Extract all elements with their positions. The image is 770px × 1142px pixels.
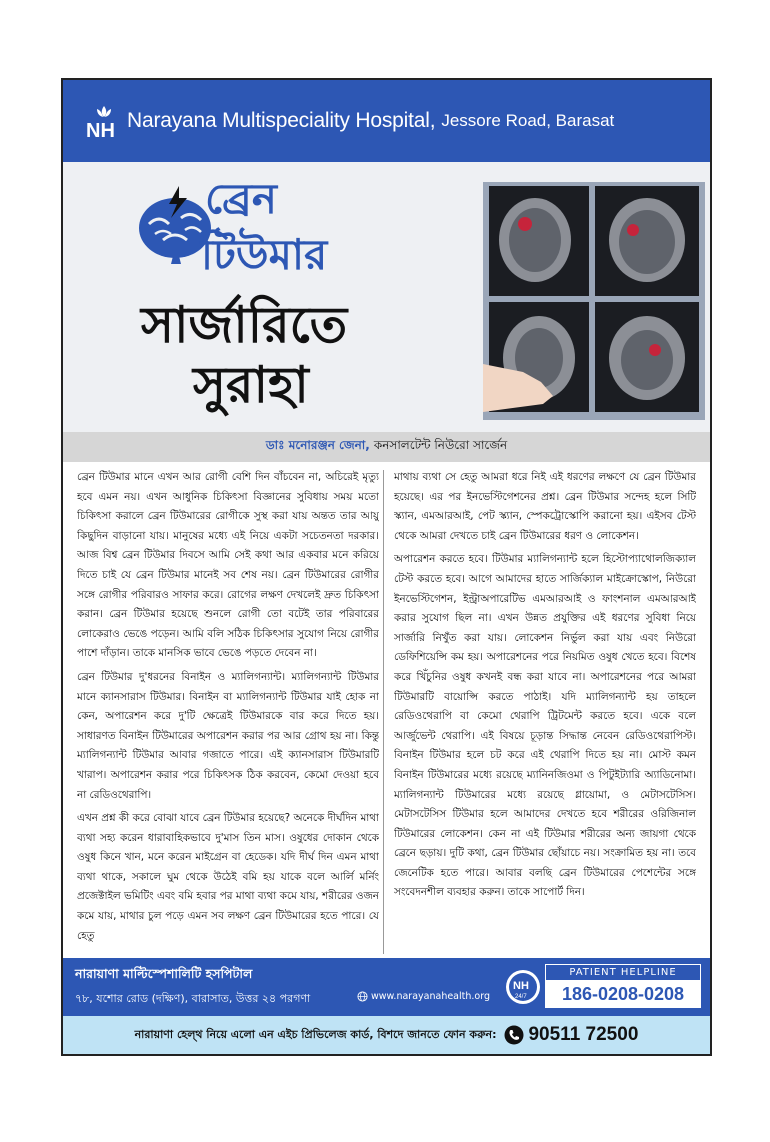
article-paragraph: অপারেশন করতে হবে। টিউমার ম্যালিগন্যান্ট হলে হিস্টোপ্যাথোলজিক্যাল টেস্ট করতে হবে। আগে আমাদের হাতে সার্জিক্যাল মাইক্রোস্কোপ, নিউরো ইনভেস্টিগেশন, ইন্ট্রাঅপারেটিভ এমআরআই ও ফাংশনাল এমআরআই করার সুযোগ ছিল না। এখন উন্নত প্রযুক্তির এই ধরণের সুবিধা নিয়ে সার্জারি নিখুঁত করা যায়। লোকেশন নির্ভুল করা যায় এবং নিউরো ডেফিশিয়েন্সি কম হয়। অপারেশনের পরে নিয়মিত ওষুধ খেতে হবে। বিশেষ করে খিঁচুনির ওষুধ কখনই বন্ধ করা যাবে না। অপারেশনের পরে আমরা টিউমারটি বায়োপ্সি করতে পাঠাই। যদি ম্যালিগন্যান্ট হয় তাহলে রেডিওথেরাপি বা কেমো থেরাপি ট্রিটমেন্ট করতে হবে। একে বলে আর্জুভেন্ট থেরাপি। এই বিষয়ে চূড়ান্ত সিদ্ধান্ত নেবেন রেডিওথেরাপিস্ট। বিনাইন টিউমার হলে চট করে এই থেরাপি দিতে হয় না। মোস্ট কমন বিনাইন টিউমারের মধ্যে রয়েছে ম্যানিনজিওমা ও পিটুইট্যারি অ্যাডিনোমা। ম্যালিগন্যান্ট টিউমারের মধ্যে রয়েছে গ্লায়োমা, ও মেটাসটেসিস। মেটাসটেসিস টিউমার হলে আমাদের দেখতে হবে শরীরের ওরিজিনাল টিউমারের লোকেশন। কেন না এই টিউমার শরীরের অন্য জায়গা থেকে ব্রেনে ছড়ায়। দুটি কথা, ব্রেন টিউমার ছোঁয়াচে নয়। সংক্রামিত হয় না। তবে জেনেটিক হতে পারে। আবার বলছি ব্রেন টিউমারের পেশেন্টের সঙ্গে সংবেদনশীল ব্যবহার করুন। তাকে সাপোর্ট দিন।	[394, 553, 696, 899]
svg-text:NH: NH	[513, 980, 529, 992]
title-line-3: সার্জারিতে	[141, 296, 348, 354]
phone-icon	[504, 1025, 524, 1045]
article-body	[63, 462, 710, 958]
helpline-label: PATIENT HELPLINE	[545, 964, 701, 980]
author-role: কনসালটেন্ট নিউরো সার্জেন	[373, 438, 508, 452]
footer-address: ৭৮, যশোর রোড (দক্ষিণ), বারাসাত, উত্তর ২৪ পরগণা	[75, 992, 311, 1005]
website-link[interactable]: www.narayanahealth.org	[371, 991, 490, 1002]
brain-xray-image	[483, 182, 705, 420]
column-divider	[383, 470, 384, 954]
hospital-location: Jessore Road, Barasat	[441, 111, 615, 130]
title-line-2: টিউমার	[201, 230, 328, 279]
article-paragraph: মাথায় ব্যথা সে হেতু আমরা ধরে নিই এই ধরণের লক্ষণে যে ব্রেন টিউমার হয়েছে। এর পর ইনভেস্টিগেশনের প্রশ্ন। ব্রেন টিউমার সন্দেহ হলে সিটি স্ক্যান, এমআরআই, পেট স্ক্যান, স্পেকট্রোস্কোপি করানো হয়। এইসব টেস্ট থেকে আমরা দেখতে চাই ব্রেন টিউমারের ধরণ ও লোকেশন।	[394, 471, 696, 542]
article-paragraph: ব্রেন টিউমার দু'ধরনের বিনাইন ও ম্যালিগন্যান্ট। ম্যালিগন্যান্ট টিউমার মানে ক্যানসারাস টিউমার। বিনাইন বা ম্যালিগন্যান্ট টিউমার যাই হোক না কেন, অপারেশন করে দু'টি ক্ষেত্রেই টিউমারকে বার করে দিতে হয়। সাধারণত বিনাইন টিউমারের অপারেশন করার পর আর গ্রোথ হয় না। কিন্তু ম্যালিগন্যান্ট টিউমার আবার গজাতে পারে। এই ক্যানসারাস টিউমারটি খারাপ। অপারেশন করার পরে চিকিৎসক ঠিক করবেন, কেমো দেওয়া হবে না রেডিওথেরাপি।	[77, 670, 379, 801]
article-paragraph: এখন প্রশ্ন কী করে বোঝা যাবে ব্রেন টিউমার হয়েছে? অনেকে দীর্ঘদিন মাথা ব্যথা সহ্য করেন ধারাবাহিকভাবে দু'মাস তিন মাস। ওষুধের দোকান থেকে ওষুধ কিনে খান, মনে করেন মাইগ্রেন বা হেডেক। যদি দীর্ঘ দিন এমন মাথা ব্যথা থাকে, সকালে ঘুম থেকে উঠেই বমি হয় যাকে বলে আর্লি মর্নিং প্রজেক্টাইল ভমিটিং এবং বমি হবার পর মাথা ব্যথা কমে যায়, শরীরের ওজন কমে যায়, মাথার চুল পড়ে এমন সব লক্ষণ ব্রেন টিউমারের হতে পারে। যে হেতু	[77, 812, 379, 942]
nh-logo	[85, 104, 123, 138]
svg-text:24/7: 24/7	[515, 994, 527, 1000]
privilege-phone-number[interactable]: 90511 72500	[528, 1024, 639, 1045]
hospital-name: Narayana Multispeciality Hospital,	[127, 109, 436, 132]
footer-contact	[63, 958, 710, 1016]
advertisement	[61, 78, 712, 1056]
privilege-text: নারায়াণা হেল্থ নিয়ে এলো এন এইচ প্রিভিলেজ কার্ড, বিশদে জানতে ফোন করুন:	[134, 1027, 497, 1041]
helpline-number[interactable]: 186-0208-0208	[545, 980, 701, 1008]
title-line-4: সুরাহা	[193, 356, 309, 414]
author-bar	[63, 432, 710, 462]
globe-icon	[357, 991, 368, 1002]
svg-text:NH: NH	[86, 120, 115, 138]
privilege-phone[interactable]	[504, 1024, 638, 1046]
footer-website[interactable]	[357, 991, 490, 1002]
article-column-left	[77, 468, 379, 956]
header-banner	[63, 80, 710, 162]
footer-hospital-name: নারায়াণা মাল্টিস্পেশালিটি হসপিটাল	[75, 966, 253, 981]
title-line-1: ব্রেন	[205, 174, 277, 223]
privilege-card-bar	[63, 1016, 710, 1054]
hero-section	[63, 162, 710, 432]
nh-247-badge	[505, 968, 541, 1006]
patient-helpline	[505, 964, 701, 1010]
article-paragraph: ব্রেন টিউমার মানে এখন আর রোগী বেশি দিন বাঁচবেন না, অচিরেই মৃত্যু হবে এমন নয়। এখন আধুনিক চিকিৎসা বিজ্ঞানের সুবিধায় সময় মতো চিকিৎসা করালে ব্রেন টিউমারের রোগীকে সুস্থ করা যায় অন্তত তার আয়ু কিছুদিন বাড়ানো যায়। মানুষের মধ্যে এই নিয়ে একটা সচেতনতা দরকার। আজ বিশ্ব ব্রেন টিউমার দিবসে আমি সেই কথা আর একবার মনে করিয়ে দিতে চাই যে ব্রেন টিউমার মানেই সব শেষ নয়। ব্রেন টিউমারের রোগীর সঙ্গে রোগীর পরিবারও সাফার করে। রোগের লক্ষণ দেখলেই দ্রুত চিকিৎসা করান। ব্রেন টিউমার হয়েছে শুনলে রোগী তো বটেই তার পরিবারের লোকেরাও ভেঙে পড়েন। আমি বলি সঠিক চিকিৎসার সুযোগ নিয়ে রোগীর পাশে দাঁড়ান। তাকে মানসিক ভাবে ভেঙে পড়তে দেবেন না।	[77, 471, 379, 660]
article-column-right	[394, 468, 696, 956]
nh-badge-icon	[505, 968, 541, 1006]
author-name: ডাঃ মনোরঞ্জন জেনা,	[265, 438, 370, 452]
helpline-box	[545, 964, 701, 1010]
lotus-logo-icon	[85, 104, 123, 138]
